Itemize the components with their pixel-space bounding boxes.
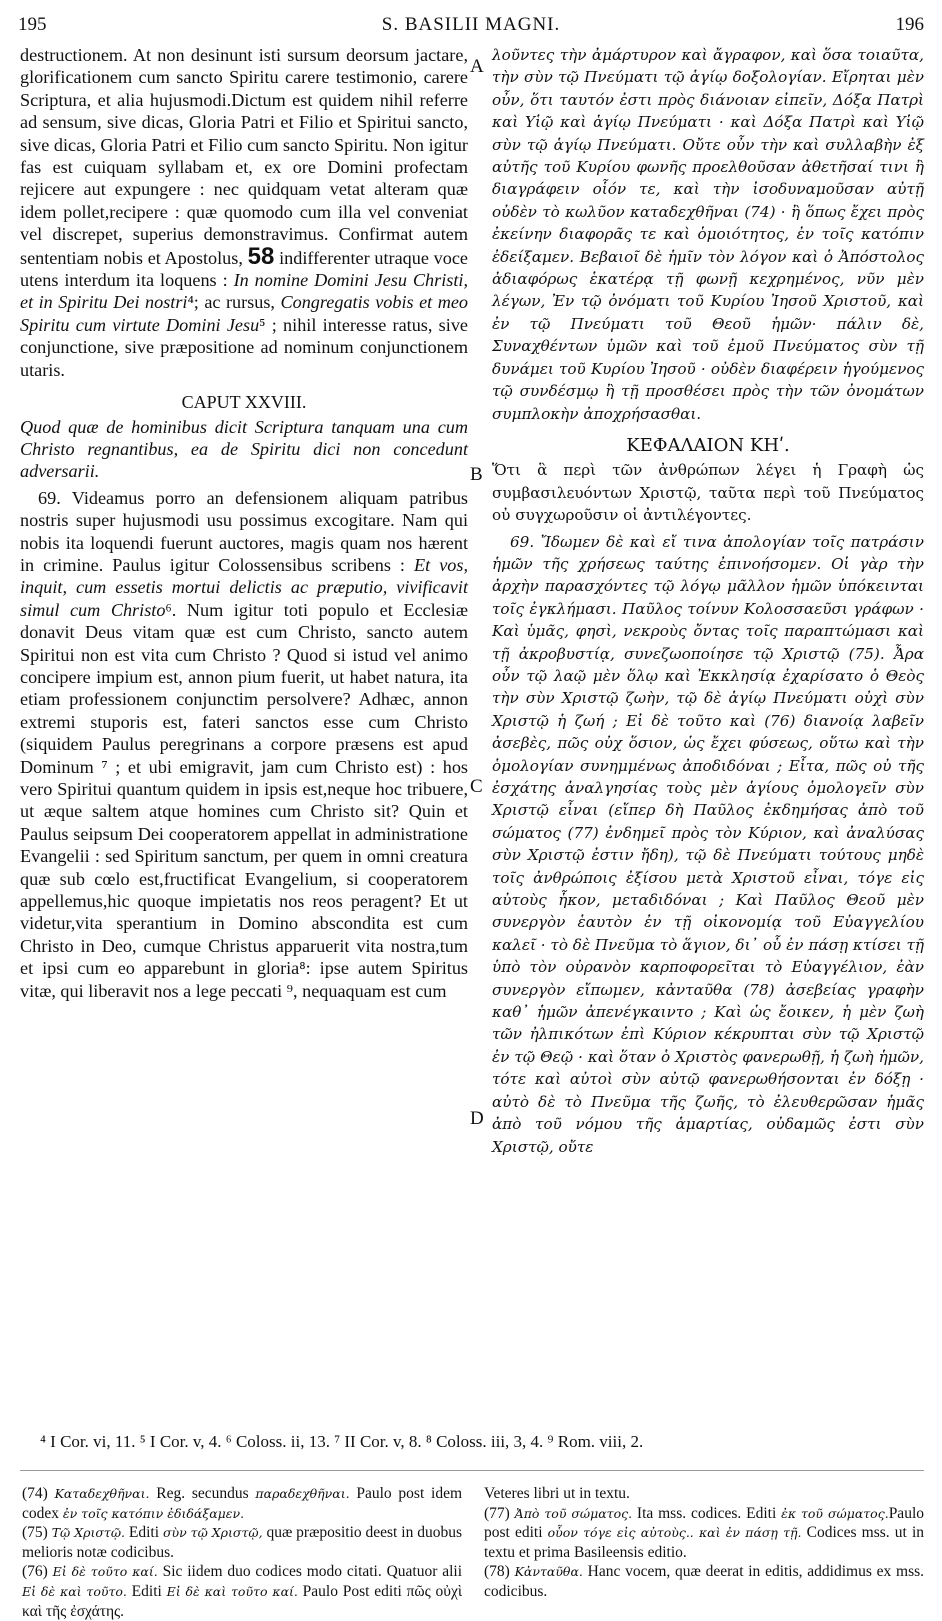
margin-letter-d: D [470,1108,484,1129]
note: (75) Τῷ Χριστῷ. Editi σὺν τῷ Χριστῷ, quæ præpositio deest in duobus melioris notæ codicibus. [22,1524,462,1561]
margin-letter-b: B [470,464,483,485]
footnote-divider [20,1470,924,1471]
greek-chapter-heading: ΚΕΦΑΛΑΙΟΝ ΚΗʹ. [626,434,790,456]
greek-chapter-summary: Ὅτι ἃ περὶ τῶν ἀνθρώπων λέγει ἡ Γραφὴ ὡς συμβασιλευόντων Χριστῷ, ταῦτα περὶ τοῦ Πνεύματος οὐ συγχωροῦσιν οἱ ἀντιλέγοντες. [492,461,924,525]
scripture-references: ⁴ I Cor. vi, 11. ⁵ I Cor. v, 4. ⁶ Coloss. ii, 13. ⁷ II Cor. v, 8. ⁸ Coloss. iii, 3, 4. ⁹ Rom. viii, 2. [40,1432,644,1451]
greek-paragraph-1: λοῦντες τὴν ἀμάρτυρον καὶ ἄγραφον, καὶ ὅσα τοιαῦτα, τὴν σὺν τῷ Πνεύματι τῷ ἁγίῳ δοξολογίαν. Εἴρηται μὲν οὖν, ὅτι ταυτόν ἐστι πρὸς διάνοιαν εἰπεῖν, Δόξα Πατρὶ καὶ Υἱῷ καὶ ἁγίῳ Πνεύματι · καὶ Δόξα Πατρὶ καὶ Υἱῷ σὺν τῷ ἁγίῳ Πνεύματι. Οὔτε οὖν τὴν καὶ συλλαβὴν ἐξ αὐτῆς τοῦ Κυρίου φωνῆς προελθοῦσαν ἀθετῆσαί τινι ἢ διαγράφειν οἷόν τε, καὶ τὴν ἰσοδυναμοῦσαν αὐτῇ οὐδὲν τὸ κωλῦον καταδεχθῆναι (74) · ἢ ὅπως ἔχει πρὸς ἐκείνην διαφορᾶς τε καὶ ὁμοιότητος, ἐν τοῖς κατόπιν ἐδείξαμεν. Βεβαιοῖ δὲ ἡμῖν τὸν λόγον καὶ ὁ Ἀπόστολος ἀδιαφόρως ἑκατέρᾳ τῇ φωνῇ κεχρημένος, νῦν μὲν λέγων, Ἐν τῷ ὀνόματι τοῦ Κυρίου Ἰησοῦ Χριστοῦ, καὶ ἐν τῷ Πνεύματι τοῦ Θεοῦ ἡμῶν· πάλιν δὲ, Συναχθέντων ὑμῶν καὶ τοῦ ἐμοῦ Πνεύματος σὺν τῇ δυνάμει τοῦ Κυρίου Ἰησοῦ · οὐδὲν διαφέρειν ἡγούμενος τῷ συνδέσμῳ ἢ τῇ προσθέσει πρὸς τὴν τῶν ὀνομάτων συμπλοκὴν ἀποχρήσασθαι. [492,46,924,423]
notes-left-column [22,1484,462,1621]
page-header [18,14,924,40]
latin-paragraph-2: 69. Videamus porro an defensionem aliquam patribus nostris super hujusmodi usu possimus excogitare. Nam qui nobis ita loquendi fuerunt auctores, magis quam nos hærent in crimine. Paulus igitur Colossensibus scribens : Et vos, inquit, cum essetis mortui delictis ac præputio, vivificavit simul cum Christo⁶. Num igitur toti populo et Ecclesiæ donavit Deus vitam quæ est cum Christo, sancto autem Spiritui non est vita cum Christo ? Quod si istud vel animo concipere impium est, annon pium fuerit, ut habet natura, ita etiam professionem conjunctim persolvere? Adhæc, annon extremi stuporis est, fateri sanctos esse cum Christo (siquidem Paulus peregrinans a corpore præsens est apud Dominum ⁷ ; et ubi emigravit, jam cum Christo est) : hos vero Spiritui quantum quidem in ipsis est,neque hoc tribuere, ut æque saltem atque homines cum Christo sit? Quin et Paulus seipsum Dei cooperatorem appellat in administratione Evangelii : sed Spiritum sanctum, per quem in omni creatura quæ sub cœlo est,fructificat Evangelium, si cooperatorem appellemus,hic quoque impietatis nos reos peragent? Et ut videtur,vita sperantium in Domino abscondita est cum Christo in Deo, cumque Christus apparuerit vita nostra,tum et ipsi cum eo apparebunt in gloria⁸: ipse autem Spiritus vitæ, qui liberavit nos a lege peccati ⁹, nequaquam est cum [20,487,468,1001]
greek-paragraph-2: 69. Ἴδωμεν δὲ καὶ εἴ τινα ἀπολογίαν τοῖς πατράσιν ἡμῶν τῆς χρήσεως ταύτης ἐπινοήσομεν. Οἱ γὰρ τὴν ἀρχὴν παρασχόντες τῷ λόγῳ μᾶλλον ἡμῶν ὑπόκεινται τοῖς ἐγκλήμασι. Παῦλος τοίνυν Κολοσσαεῦσι γράφων · Καὶ ὑμᾶς, φησὶ, νεκροὺς ὄντας τοῖς παραπτώμασι καὶ τῇ ἀκροβυστίᾳ, συνεζωοποίησε τῷ Χριστῷ (75). Ἆρα οὖν τῷ λαῷ μὲν ὅλῳ καὶ Ἐκκλησίᾳ ἐχαρίσατο ὁ Θεὸς τὴν σὺν Χριστῷ ζωὴν, τῷ δὲ ἁγίῳ Πνεύματι οὐχὶ σὺν Χριστῷ ἡ ζωή ; Εἰ δὲ τοῦτο καὶ (76) διανοίᾳ λαβεῖν ἀσεβὲς, πῶς οὐχ ὅσιον, ὡς ἔχει φύσεως, οὕτω καὶ τὴν ὁμολογίαν συνημμένως ἀποδιδόναι ; Εἶτα, πῶς οὐ τῆς ἐσχάτης ἀναλγησίας τοὺς μὲν ἁγίους ὁμολογεῖν σὺν Χριστῷ εἶναι (εἴπερ δὴ Παῦλος ἐκδημήσας ἀπὸ τοῦ σώματος (77) ἐνδημεῖ πρὸς τὸν Κύριον, καὶ ἀναλύσας σὺν Χριστῷ ἐστιν ἤδη), τῷ δὲ Πνεύματι τούτους μηδὲ τοῖς ἀνθρώποις ἐξίσου μετὰ Χριστοῦ εἶναι, τόγε εἰς αὐτοὺς ἧκον, μεταδιδόναι ; Καὶ Παῦλος Θεοῦ μὲν συνεργὸν ἑαυτὸν ἐν τῇ οἰκονομίᾳ τοῦ Εὐαγγελίου καλεῖ · τὸ δὲ Πνεῦμα τὸ ἅγιον, δι᾽ οὗ ἐν πάσῃ κτίσει τῇ ὑπὸ τὸν οὐρανὸν καρποφορεῖται τὸ Εὐαγγέλιον, ἐὰν συνεργὸν εἴπωμεν, κἀνταῦθα (78) ἀσεβείας γραφὴν καθ᾽ ἡμῶν ἀπενέγκαιντο ; Καὶ ὡς ἔοικεν, ἡ μὲν ζωὴ τῶν ἠλπικότων ἐπὶ Κύριον κέκρυπται σὺν τῷ Χριστῷ ἐν τῷ Θεῷ · καὶ ὅταν ὁ Χριστὸς φανερωθῇ, ἡ ζωὴ ἡμῶν, τότε καὶ αὐτοὶ σὺν αὐτῷ φανερωθήσονται ἐν δόξῃ · αὐτὸ δὲ τὸ Πνεῦμα τῆς ζωῆς, τὸ ἐλευθερῶσαν ἡμᾶς ἀπὸ τοῦ νόμου τῆς ἁμαρτίας, οὐδαμῶς ἐστι σὺν Χριστῷ, οὔτε [492,532,925,1156]
column-number: 58 [247,242,275,270]
page-number-right: 196 [895,14,924,35]
note: (77) Ἀπὸ τοῦ σώματος. Ita mss. codices. Editi ἐκ τοῦ σώματος.Paulo post editi οὗον τόγε εἰς αὐτοὺς.. καὶ ἐν πάσῃ τῇ. Codices mss. ut in textu et prima Basileensis editio. [484,1504,925,1561]
margin-letter-a: A [470,56,484,77]
note: Veteres libri ut in textu. [484,1485,630,1502]
notes-right-column [484,1484,924,1602]
running-title: S. BASILII MAGNI. [381,14,561,35]
latin-paragraph-1: destructionem. At non desinunt isti sursum deorsum jactare, glorificationem cum sancto Spiritu carere testimonio, carere Scriptura, et alia hujusmodi.Dictum est quidem nihil referre ad sensum, sive dicas, Gloria Patri et Filio et Spiritui sancto, sive dicas, Gloria Patri et Filio cum sancto Spiritu. Non igitur fas est cuiquam syllabam et, ex ore Domini profectam rejicere aut expungere : nec quidquam vetat alteram quæ idem pollet,recipere : quæ quomodo cum illa vel conveniat vel discrepet, superius demonstravimus. Confirmat autem sententiam nobis et Apostolus, 58 indifferenter utraque voce utens interdum ita loquens : In nomine Domini Jesu Christi, et in Spiritu Dei nostri⁴; ac rursus, Congregatis vobis et meo Spiritu cum virtute Domini Jesu⁵ ; nihil interesse ratus, sive conjunctione, sive præpositione ad nominum conjunctionem utaris. [20,45,469,380]
latin-column [20,44,468,1002]
margin-letter-c: C [470,776,483,797]
latin-chapter-heading: CAPUT XXVIII. [181,392,307,413]
note: (74) Καταδεχθῆναι. Reg. secundus παραδεχθῆναι. Paulo post idem codex ἐν τοῖς κατόπιν ἐδιδάξαμεν. [22,1485,463,1522]
greek-column [492,44,924,1158]
note: (78) Κἀνταῦθα. Hanc vocem, quæ deerat in editis, addidimus ex mss. codicibus. [484,1563,925,1600]
margin-letters [468,44,490,1414]
latin-chapter-summary: Quod quæ de hominibus dicit Scriptura tanquam una cum Christo regnantibus, ea de Spiritu dici non concedunt adversarii. [20,416,468,482]
page-number-left: 195 [18,14,47,35]
note: (76) Εἰ δὲ τοῦτο καί. Sic iidem duo codices modo citati. Quatuor alii Εἰ δὲ καὶ τοῦτο. Editi Εἰ δὲ καὶ τοῦτο καί. Paulo Post editi πῶς οὐχὶ καὶ τῆς ἐσχάτης. [22,1563,463,1620]
